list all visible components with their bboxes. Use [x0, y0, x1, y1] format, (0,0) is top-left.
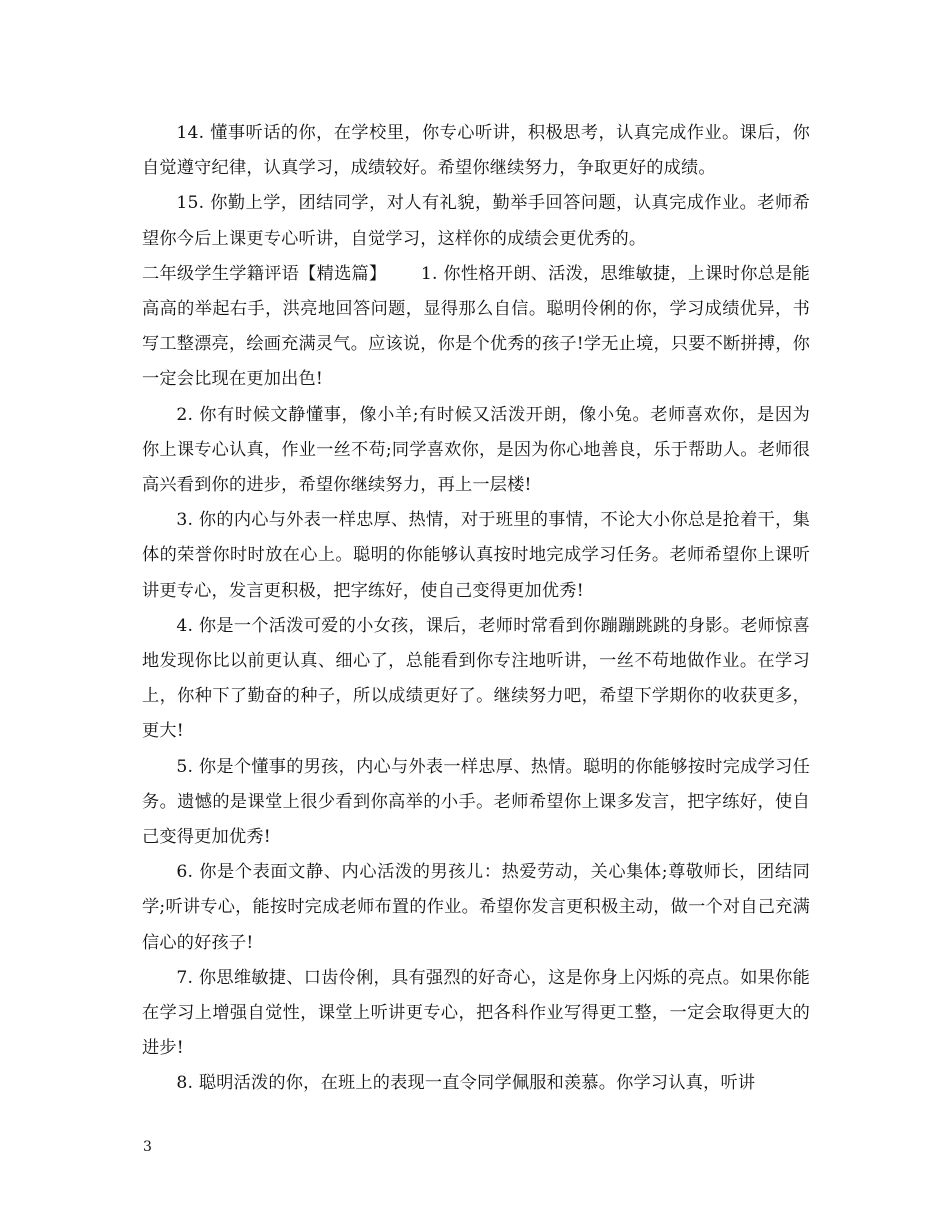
item-4: 4. 你是一个活泼可爱的小女孩，课后，老师时常看到你蹦蹦跳跳的身影。老师惊喜地发现你比以前更认真、细心了，总能看到你专注地听讲，一丝不苟地做作业。在学习上，你种下了勤奋的种子，所以成绩更好了。继续努力吧，希望下学期你的收获更多，更大! [142, 615, 810, 742]
paragraph-15: 15. 你勤上学，团结同学，对人有礼貌，勤举手回答问题，认真完成作业。老师希望你今后上课更专心听讲，自觉学习，这样你的成绩会更优秀的。 [142, 193, 810, 249]
paragraph-14: 14. 懂事听话的你，在学校里，你专心听讲，积极思考，认真完成作业。课后，你自觉遵守纪律，认真学习，成绩较好。希望你继续努力，争取更好的成绩。 [142, 123, 810, 179]
section-paragraph [142, 257, 810, 398]
item-3: 3. 你的内心与外表一样忠厚、热情，对于班里的事情，不论大小你总是抢着干，集体的荣誉你时时放在心上。聪明的你能够认真按时地完成学习任务。老师希望你上课听讲更专心，发言更积极，把字练好，使自己变得更加优秀! [142, 510, 810, 601]
page-number: 3 [143, 1139, 152, 1155]
item-6: 6. 你是个表面文静、内心活泼的男孩儿：热爱劳动，关心集体;尊敬师长，团结同学;听讲专心，能按时完成老师布置的作业。希望你发言更积极主动，做一个对自己充满信心的好孩子! [142, 862, 810, 953]
section-heading: 二年级学生学籍评语【精选篇】 [142, 263, 387, 284]
item-5: 5. 你是个懂事的男孩，内心与外表一样忠厚、热情。聪明的你能够按时完成学习任务。遗憾的是课堂上很少看到你高举的小手。老师希望你上课多发言，把字练好，使自己变得更加优秀! [142, 756, 810, 848]
item-8: 8. 聪明活泼的你，在班上的表现一直令同学佩服和羡慕。你学习认真，听讲 [176, 1073, 756, 1094]
item-1-text: 1. 你性格开朗、活泼，思维敏捷，上课时你总是能高高的举起右手，洪亮地回答问题，显得那么自信。聪明伶俐的你，学习成绩优异，书写工整漂亮，绘画充满灵气。应该说，你是个优秀的孩子!学无止境，只要不断拼搏，你一定会比现在更加出色! [142, 263, 810, 390]
item-7: 7. 你思维敏捷、口齿伶俐，具有强烈的好奇心，这是你身上闪烁的亮点。如果你能在学习上增强自觉性，课堂上听讲更专心，把各科作业写得更工整，一定会取得更大的进步! [142, 967, 810, 1059]
document-body [142, 116, 810, 1102]
item-2: 2. 你有时候文静懂事，像小羊;有时候又活泼开朗，像小兔。老师喜欢你，是因为你上课专心认真，作业一丝不苟;同学喜欢你，是因为你心地善良，乐于帮助人。老师很高兴看到你的进步，希望你继续努力，再上一层楼! [142, 404, 810, 496]
